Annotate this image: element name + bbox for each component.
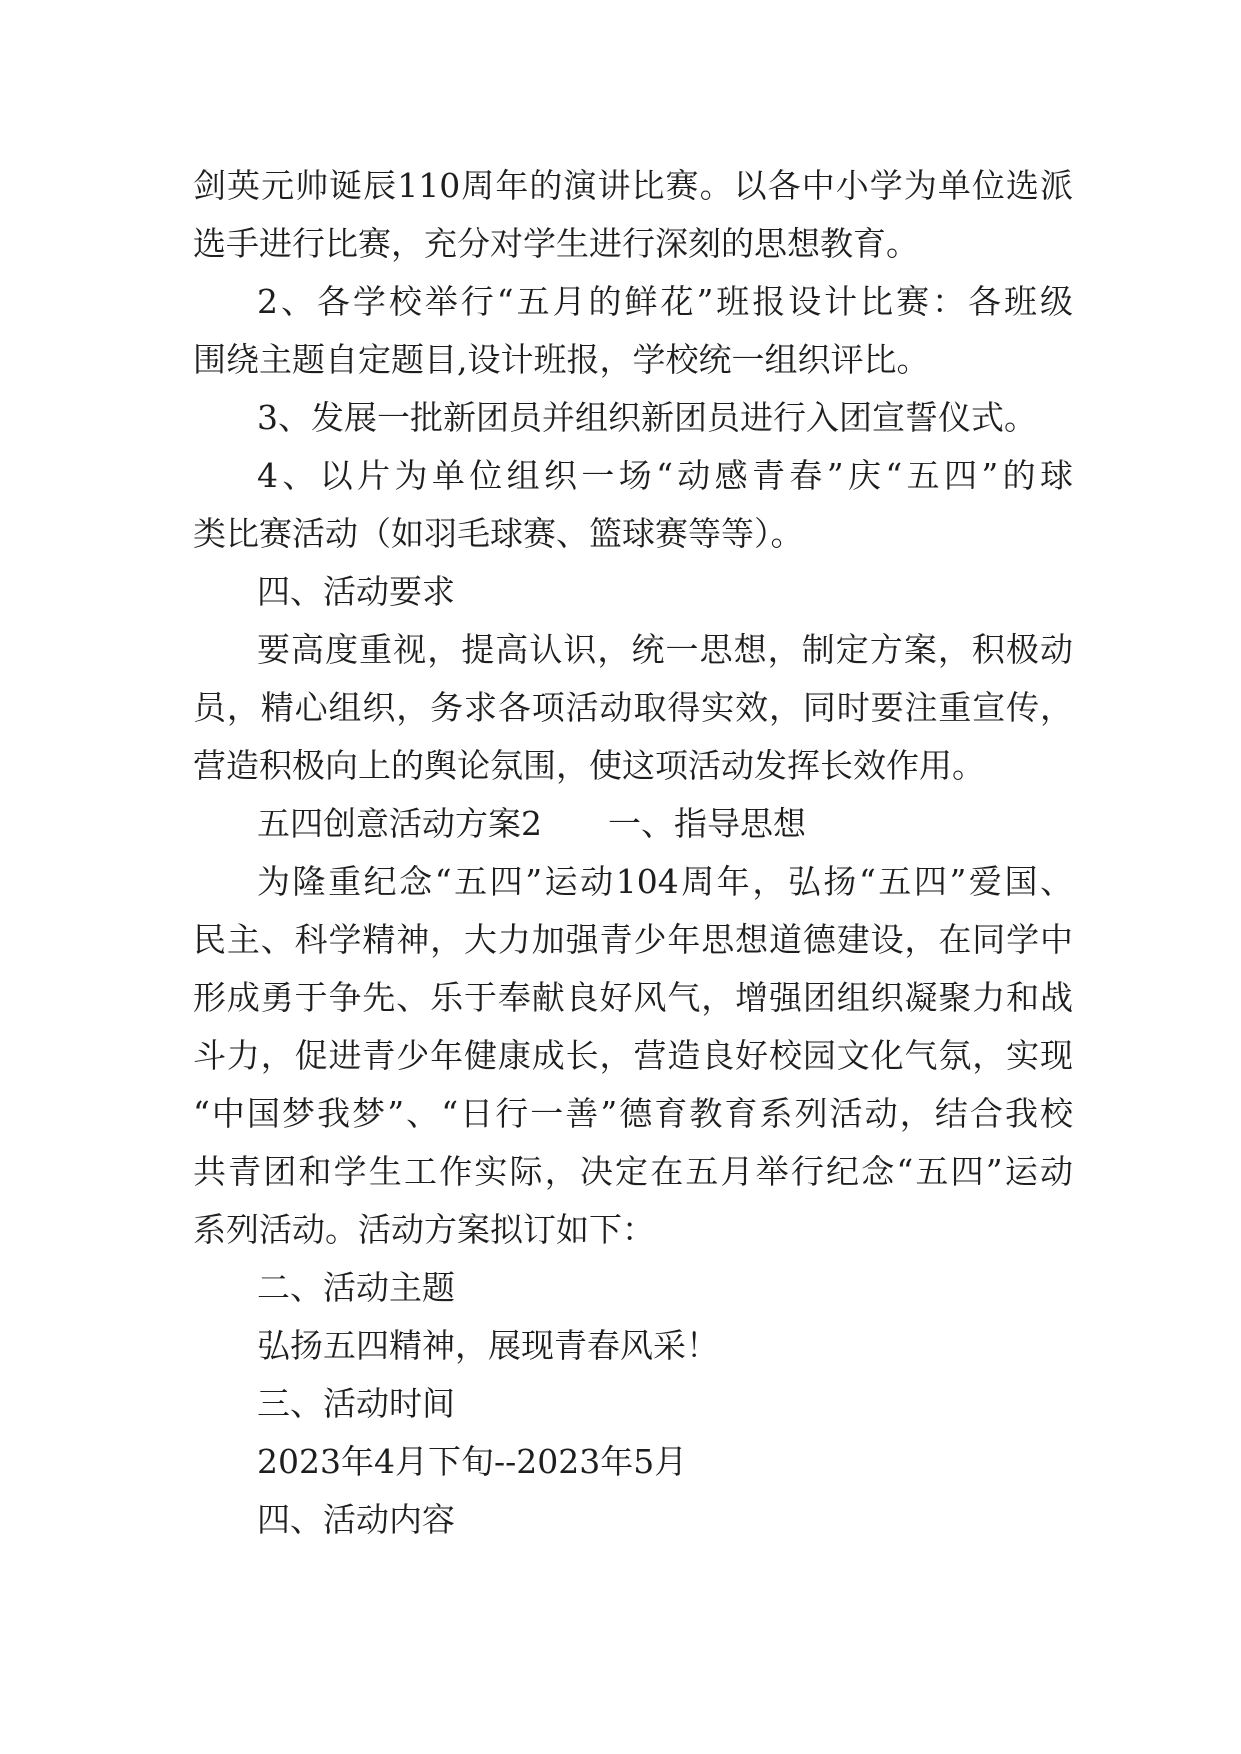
- text-line: 4、以片为单位组织一场“动感青春”庆“五四”的球: [257, 456, 1073, 495]
- text-line: 围绕主题自定题目,设计班报，学校统一组织评比。: [193, 340, 930, 379]
- text-line: 2023年4月下旬--2023年5月: [257, 1442, 688, 1481]
- text-line: 要高度重视，提高认识，统一思想，制定方案，积极动: [257, 630, 1073, 669]
- section-heading: 三、活动时间: [257, 1384, 455, 1423]
- text-line: 共青团和学生工作实际，决定在五月举行纪念“五四”运动: [193, 1152, 1073, 1191]
- text-line: 2、各学校举行“五月的鲜花”班报设计比赛：各班级: [257, 282, 1073, 321]
- text-line: 民主、科学精神，大力加强青少年思想道德建设，在同学中: [193, 920, 1073, 959]
- text-line: 斗力，促进青少年健康成长，营造良好校园文化气氛，实现: [193, 1036, 1073, 1075]
- text-line: 弘扬五四精神，展现青春风采！: [257, 1326, 719, 1365]
- document-body: [193, 157, 1073, 1549]
- text-line: 员，精心组织，务求各项活动取得实效，同时要注重宣传，: [193, 688, 1073, 727]
- text-line: 3、发展一批新团员并组织新团员进行入团宣誓仪式。: [257, 398, 1037, 437]
- text-line: 剑英元帅诞辰110周年的演讲比赛。以各中小学为单位选派: [193, 166, 1073, 205]
- section-heading: 四、活动要求: [257, 572, 455, 611]
- text-line: 类比赛活动（如羽毛球赛、篮球赛等等）。: [193, 514, 804, 553]
- section-heading: 四、活动内容: [257, 1500, 455, 1539]
- text-line: 营造积极向上的舆论氛围，使这项活动发挥长效作用。: [193, 746, 985, 785]
- section-heading: 二、活动主题: [257, 1268, 455, 1307]
- text-line: 系列活动。活动方案拟订如下：: [193, 1210, 655, 1249]
- text-line: 选手进行比赛，充分对学生进行深刻的思想教育。: [193, 224, 919, 263]
- plan-title: 五四创意活动方案2 一、指导思想: [257, 804, 806, 843]
- text-line: “中国梦我梦”、“日行一善”德育教育系列活动，结合我校: [193, 1094, 1073, 1133]
- text-line: 形成勇于争先、乐于奉献良好风气，增强团组织凝聚力和战: [193, 978, 1073, 1017]
- text-line: 为隆重纪念“五四”运动104周年，弘扬“五四”爱国、: [257, 862, 1073, 901]
